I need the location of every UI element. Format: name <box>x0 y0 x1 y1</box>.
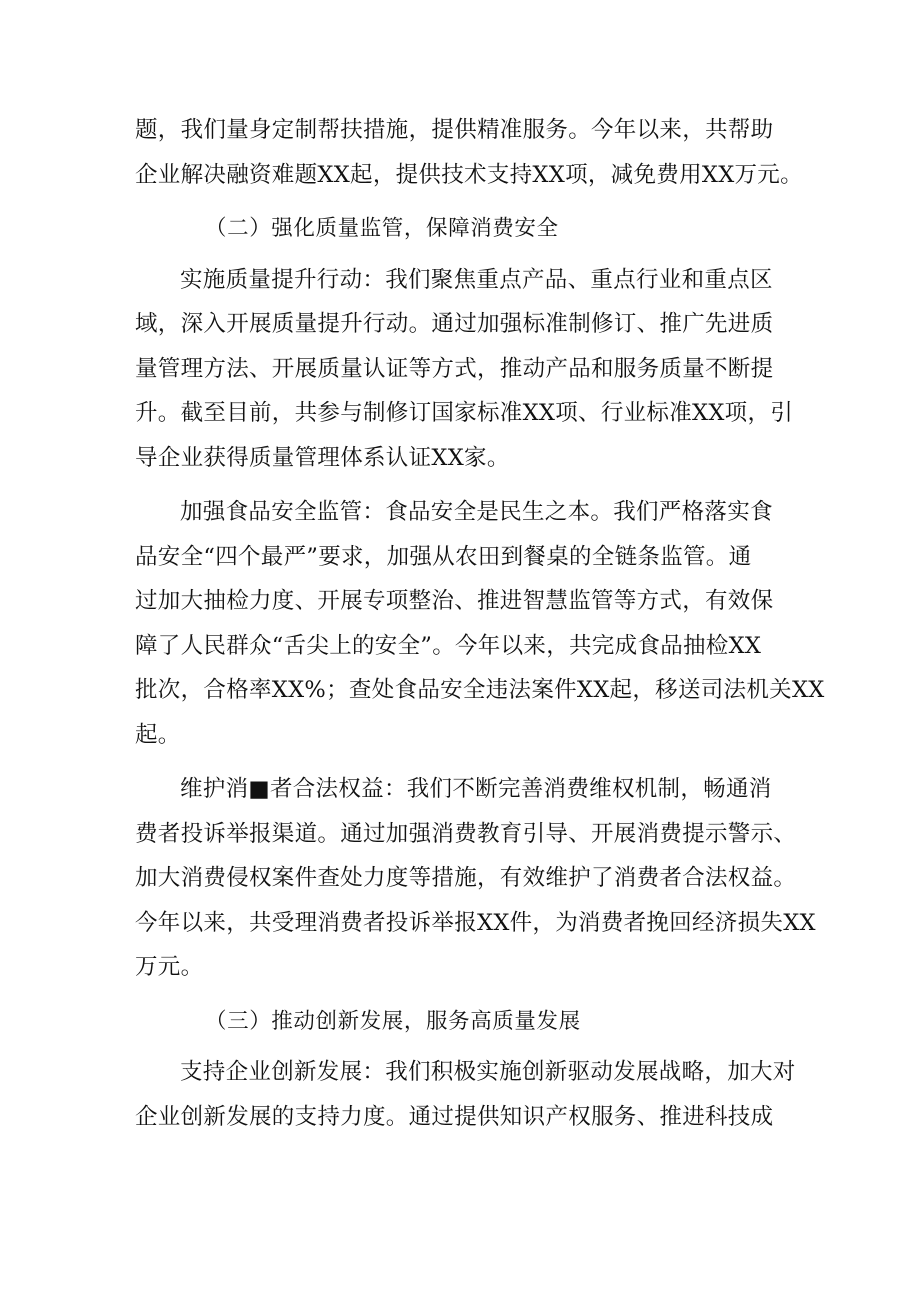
text-line: 今年以来，共受理消费者投诉举报XX件，为消费者挽回经济损失XX <box>135 909 816 936</box>
text-line: 题，我们量身定制帮扶措施，提供精准服务。今年以来，共帮助 <box>135 117 774 143</box>
text-line: 费者投诉举报渠道。通过加强消费教育引导、开展消费提示警示、 <box>135 820 797 847</box>
text-line: 加强食品安全监管：食品安全是民生之本。我们严格落实食 <box>180 499 773 525</box>
text-line: 障了人民群众“舌尖上的安全”。今年以来，共完成食品抽检XX <box>135 632 762 659</box>
paragraph-innovation <box>135 1050 795 1139</box>
heading-text: （二）强化质量监管，保障消费安全 <box>205 216 559 241</box>
text-line: 量管理方法、开展质量认证等方式，推动产品和服务质量不断提 <box>135 355 774 382</box>
text-line: 起。 <box>135 721 181 748</box>
text-line: 导企业获得质量管理体系认证XX家。 <box>135 444 510 471</box>
section-heading-3 <box>135 1000 795 1045</box>
text-line: 万元。 <box>135 954 204 980</box>
paragraph-consumer-rights <box>135 767 816 990</box>
text-line: 品安全“四个最严”要求，加强从农田到餐桌的全链条监管。通 <box>135 543 752 570</box>
paragraph-quality-improvement <box>135 258 795 481</box>
paragraph-continuation <box>135 108 803 197</box>
text-line: 维护消■者合法权益：我们不断完善消费维权机制，畅通消 <box>180 776 772 802</box>
section-heading-2 <box>135 207 795 252</box>
text-line: 过加大抽检力度、开展专项整治、推进智慧监管等方式，有效保 <box>135 588 774 614</box>
text-line: 加大消费侵权案件查处力度等措施，有效维护了消费者合法权益。 <box>135 865 797 891</box>
text-line: 升。截至目前，共参与制修订国家标准XX项、行业标准XX项，引 <box>135 400 794 426</box>
text-line: 企业解决融资难题XX起，提供技术支持XX项，减免费用XX万元。 <box>135 161 803 188</box>
text-line: 域，深入开展质量提升行动。通过加强标准制修订、推广先进质 <box>135 311 774 337</box>
document-body <box>135 108 825 1149</box>
text-line: 实施质量提升行动：我们聚焦重点产品、重点行业和重点区 <box>180 266 773 293</box>
text-line: 批次，合格率XX%；查处食品安全违法案件XX起，移送司法机关XX <box>135 677 825 703</box>
paragraph-food-safety <box>135 490 825 757</box>
text-line: 支持企业创新发展：我们积极实施创新驱动发展战略，加大对 <box>180 1059 796 1085</box>
heading-text: （三）推动创新发展，服务高质量发展 <box>205 1008 581 1034</box>
text-line: 企业创新发展的支持力度。通过提供知识产权服务、推进科技成 <box>135 1103 774 1130</box>
